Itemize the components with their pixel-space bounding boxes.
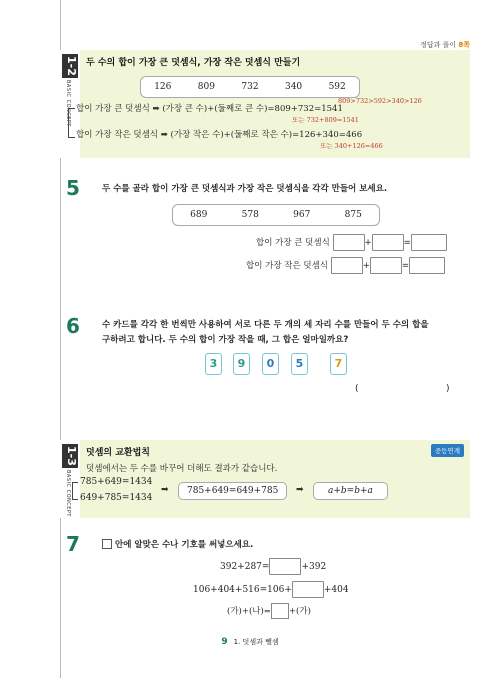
equation-row	[193, 581, 349, 598]
question-number: 7	[66, 532, 80, 556]
equation-right: +392	[301, 562, 327, 572]
answers-page: 8쪽	[458, 41, 470, 49]
equation-left: (가)+(나)=	[227, 606, 271, 617]
bracket	[68, 108, 75, 138]
min-rule: (가장 작은 수)+(둘째로 작은 수)=126+340=466	[170, 130, 363, 140]
equation-1: 785+649=1434	[80, 477, 153, 487]
question-text: 구하려고 합니다. 두 수의 합이 가장 작을 때, 그 합은 얼마일까요?	[102, 335, 349, 345]
max-alt: 또는 732+809=1541	[292, 116, 359, 124]
equals-sign: =	[401, 261, 409, 271]
number-card: 9	[233, 353, 250, 375]
ordering-note: 809>732>592>340>126	[338, 97, 422, 105]
min-label: 합이 가장 작은 덧셈식	[246, 261, 329, 271]
plus-sign: +	[364, 238, 372, 248]
equals-sign: =	[403, 238, 411, 248]
page-number: 9	[221, 637, 228, 647]
max-label: 합이 가장 큰 덧셈식	[76, 104, 150, 114]
question-number: 5	[66, 176, 80, 200]
number-item: 875	[344, 210, 362, 220]
question-text-row	[102, 538, 253, 550]
answer-box[interactable]	[370, 257, 402, 274]
concept-number: 1-2	[62, 54, 78, 78]
concept-tag	[60, 440, 80, 518]
answers-ref	[420, 40, 470, 50]
equation-right: +(가)	[288, 606, 311, 617]
general-rule: a+b=b+a	[313, 482, 388, 500]
concept-title: 두 수의 합이 가장 큰 덧셈식, 가장 작은 덧셈식 만들기	[86, 58, 301, 68]
equation-row	[220, 558, 326, 575]
concept-desc: 덧셈에서는 두 수를 바꾸어 더해도 결과가 같습니다.	[86, 464, 278, 474]
concept-box-1	[60, 50, 470, 158]
answer-box[interactable]	[409, 257, 445, 274]
plus-sign: +	[362, 261, 370, 271]
concept-number: 1-3	[62, 444, 78, 468]
answer-blank[interactable]	[362, 384, 444, 396]
bracket	[72, 482, 78, 500]
min-alt: 또는 340+126=466	[320, 142, 383, 150]
number-item: 592	[328, 82, 346, 92]
equation-2: 649+785=1434	[80, 493, 153, 503]
answer-box[interactable]	[269, 558, 301, 575]
number-list	[140, 76, 360, 98]
level-badge: 중등연계	[431, 444, 464, 457]
arrow-icon: ➡	[160, 130, 168, 140]
max-rule: (가장 큰 수)+(둘째로 큰 수)=809+732=1541	[162, 104, 343, 114]
max-rule-line	[76, 102, 343, 114]
number-item: 578	[241, 210, 259, 220]
arrow-icon: ➡	[296, 485, 304, 495]
number-item: 967	[293, 210, 311, 220]
concept-tag-label: BASIC CONCEPT	[65, 470, 71, 517]
number-item: 809	[197, 82, 215, 92]
number-item: 340	[284, 82, 303, 92]
answers-label: 정답과 풀이	[420, 41, 457, 49]
answer-paren-close: )	[446, 384, 450, 394]
section-title: 1. 덧셈과 뺄셈	[233, 638, 279, 646]
equation-row	[227, 603, 311, 619]
answer-box[interactable]	[331, 257, 363, 274]
min-rule-line	[76, 128, 362, 140]
arrow-icon: ➡	[161, 485, 169, 495]
page-footer	[0, 637, 500, 647]
question-text: 수 카드를 각각 한 번씩만 사용하여 서로 다른 두 개의 세 자리 수를 만들어 두 수의 합을	[102, 320, 429, 330]
combined-equation: 785+649=649+785	[178, 482, 287, 500]
equation-right: +404	[323, 585, 349, 595]
number-card: 3	[205, 353, 222, 375]
equation-left: 106+404+516=106+	[193, 585, 292, 595]
number-card: 0	[262, 353, 279, 375]
number-item: 689	[190, 210, 208, 220]
equation-left: 392+287=	[220, 562, 270, 572]
number-card: 7	[330, 353, 347, 375]
concept-title: 덧셈의 교환법칙	[86, 448, 150, 458]
concept-tag-label: BASIC CONCEPT	[65, 80, 71, 127]
number-list	[172, 204, 380, 226]
question-text: 안에 알맞은 수나 기호를 써넣으세요.	[115, 540, 254, 550]
min-equation-row	[246, 257, 445, 274]
answer-box[interactable]	[271, 603, 289, 619]
question-number: 6	[66, 314, 80, 338]
max-label: 합이 가장 큰 덧셈식	[256, 238, 330, 248]
blank-box-icon	[102, 539, 112, 549]
number-card: 5	[291, 353, 308, 375]
answer-paren-open: (	[355, 384, 359, 394]
concept-box-2	[60, 440, 470, 518]
answer-box[interactable]	[372, 234, 404, 251]
min-label: 합이 가장 작은 덧셈식	[76, 130, 159, 140]
number-item: 126	[154, 82, 172, 92]
answer-box[interactable]	[333, 234, 365, 251]
question-text: 두 수를 골라 합이 가장 큰 덧셈식과 가장 작은 덧셈식을 각각 만들어 보세요.	[102, 184, 388, 194]
number-item: 732	[241, 82, 259, 92]
max-equation-row	[256, 234, 447, 251]
arrow-icon: ➡	[152, 104, 160, 114]
answer-box[interactable]	[292, 581, 324, 598]
answer-box[interactable]	[411, 234, 447, 251]
